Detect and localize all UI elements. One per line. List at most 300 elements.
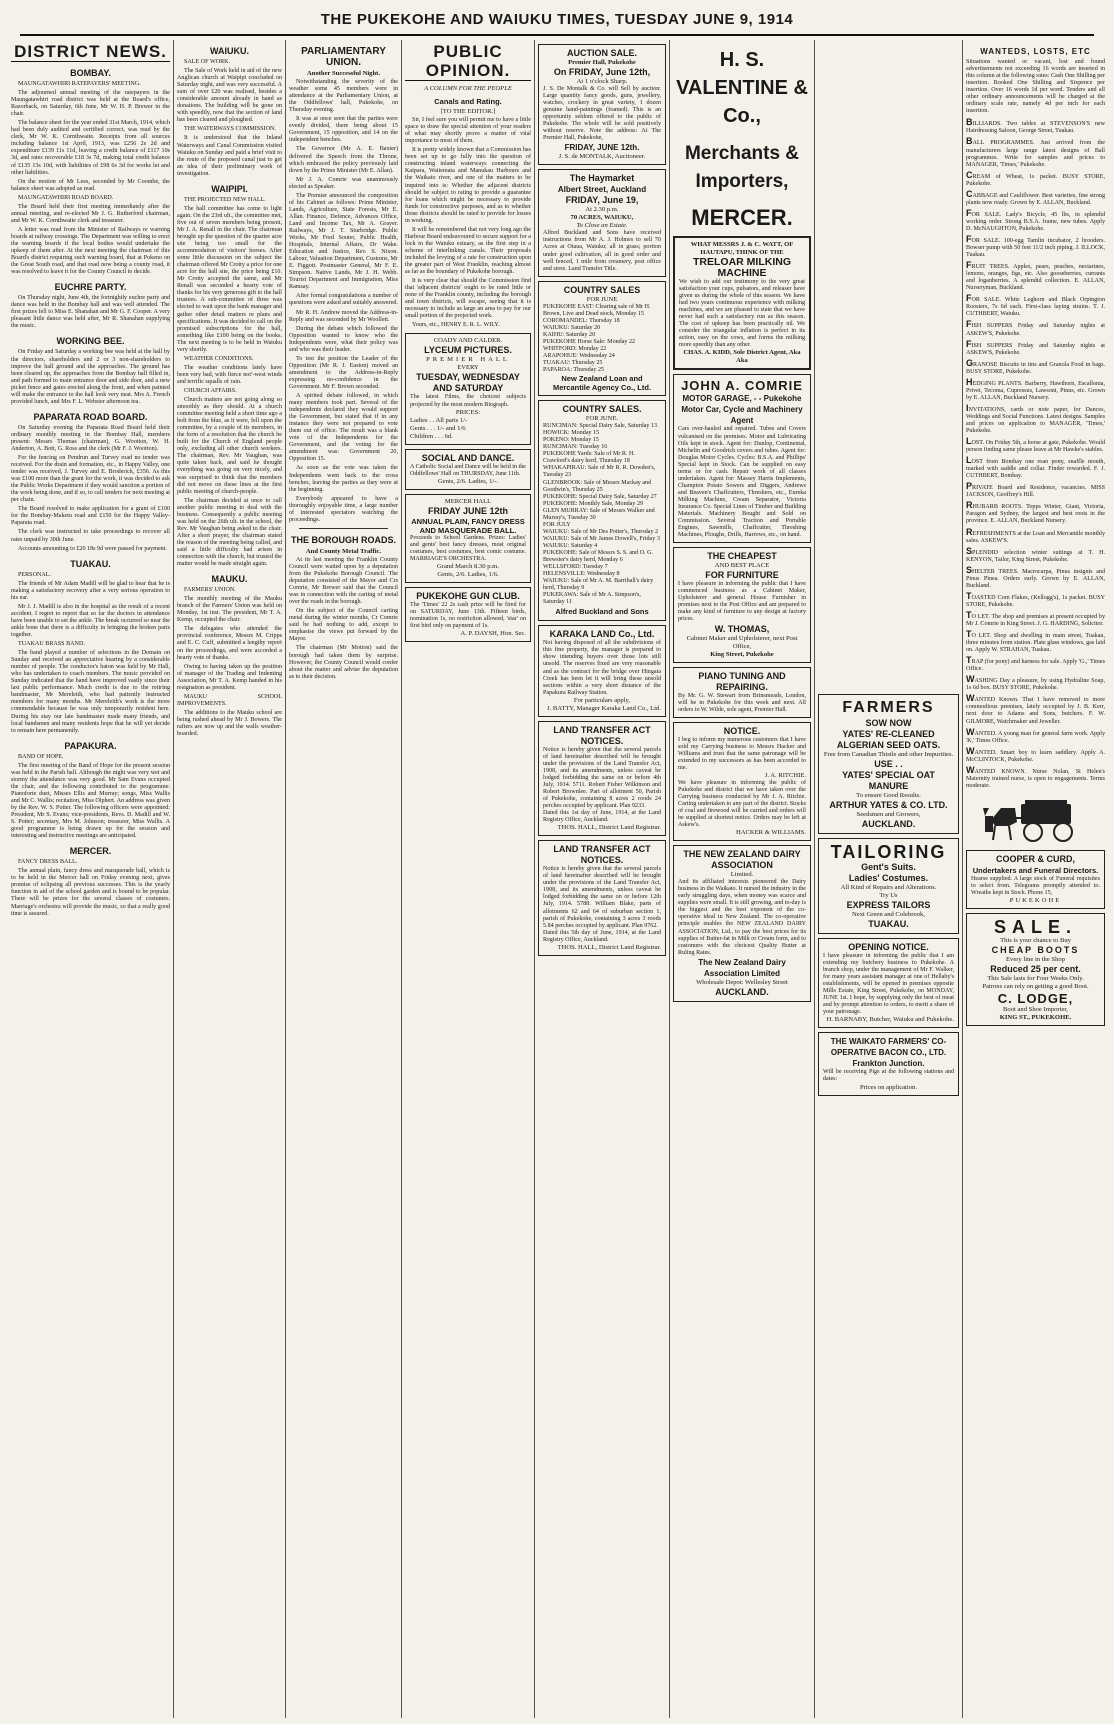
public-opinion-subtitle: A COLUMN FOR THE PEOPLE <box>424 85 512 92</box>
sale-list-item: PUKEKOHE EAST: Clearing sale of Mr H. Brown, Live and Dead stock, Monday 15 <box>543 303 651 317</box>
sale-list-item: WELLSFORD: Tuesday 7 <box>543 564 608 571</box>
yates-recleaned: YATES' RE-CLEANED <box>842 729 935 739</box>
haymarket-note: To Close an Estate. <box>576 222 628 230</box>
sale-list-item: GLEN MURRAY: Sale of Messrs Walker and Murray's, Tuesday 30 <box>543 507 655 521</box>
comrie-name: JOHN A. COMRIE <box>681 378 803 394</box>
sale-l1: This is your chance to Buy <box>1000 937 1071 945</box>
classified-initial: I <box>966 402 969 413</box>
classified-text: OST. On Friday 5th, a horse at gate, Pukekohe. Would person finding same please leave at Mr Hawke's stables. <box>966 440 1105 454</box>
sale-town: KING ST., PUKEKOHE. <box>999 1014 1072 1022</box>
country-sales2-sub: FOR JUNE. <box>585 415 619 423</box>
cooper-town: PUKEKOHE <box>1009 897 1062 905</box>
classifieds-list <box>966 119 1105 790</box>
classified-initial: R <box>966 500 973 511</box>
yates-result: To ensure Good Results. <box>856 792 921 799</box>
yates-sow: SOW NOW <box>865 718 912 728</box>
treloar-sign: CHAS. A. KIDD, Sole District Agent, Aka Aka <box>683 349 801 365</box>
ad-haymarket <box>538 169 666 276</box>
section-heading: EUCHRE PARTY. <box>54 282 127 293</box>
tailoring-l6: Next Green and Colebrook, <box>852 911 925 918</box>
treloar-title: TRELOAR MILKING MACHINE <box>693 256 791 279</box>
classified-text: ANTED. Smart boy to learn saddlery. Apply A. McCLINTOCK, Pukekohe. <box>966 749 1105 763</box>
article-paragraph: On the subject of the Council carting metal during the winter months, Cr Comrie said he had nothing to add, except to emphasise the views put forward by the Mayor. <box>289 608 398 643</box>
sale-list-item: TUAKAU: Thursday 25 <box>543 360 603 367</box>
classified-text: EFRESHMENTS at the Loan and Mercantile monthly sales. ASKEW'S. <box>966 530 1105 544</box>
bacon-title: THE WAIKATO FARMERS' CO-OPERATIVE BACON CO., LTD. <box>830 1037 947 1058</box>
wanteds-title: WANTEDS, LOSTS, ETC <box>980 47 1091 56</box>
opening-title: OPENING NOTICE. <box>848 942 929 952</box>
column-merchants <box>669 40 814 1718</box>
article-paragraph: Accounts amounting to £20 18s 9d were passed for payment. <box>18 545 167 552</box>
article-paragraph: The Premier announced the composition of his Cabinet as follows: Prime Minister, Lands, Agriculture, State Forests, Mr E. Allan. Finance, Defence, Advances Office, Land and Income Tax, Mr A. Grayer. Railways, Mr J. T. Sturbridge. Public Works, Mr Fred Souter, Public Health, Hospitals, Internal Affairs, Dr Wake. Education and Justice, Rev. S. Nixon. Labour, Valuation Department, Customs, Mr E. Figgott. Postmaster General, Mr F. E. Simpson. Native Lands, Mr J. H. Webb. Tourist Department and Immigration, Miss Ramsay. <box>289 192 398 291</box>
column-wanteds <box>962 40 1108 1718</box>
notice-text: I beg to inform my numerous customers that I have sold my Carrying business to Messrs Hacker and Williams and trust that the same patronage will be extended to my successors as has been accorded to me. <box>678 736 806 771</box>
classified-text: RANOSE Biscuits in tins and Granola Food in bags. BUSY STORE, Pukekohe. <box>966 361 1105 375</box>
section-heading: MAUKU. <box>211 574 248 585</box>
ad-dairy-association <box>673 845 811 1002</box>
classified-text: REAM of Wheat, 1s packet. BUSY STORE, Pukekohe. <box>966 173 1105 187</box>
ad-mercer-ball <box>405 494 531 583</box>
ad-lyceum-price: Gents . . . 1/- and 1/6 <box>410 424 466 432</box>
classified-initial: F <box>966 233 972 244</box>
article-paragraph: The delegates who attended the provincial conference, Messrs M. Cripps and E. C. Cuff, submitted a lengthy report on the proceedings, and were accorded a hearty vote of thanks. <box>177 626 282 661</box>
haymarket-date: FRIDAY, June 19, <box>565 195 639 206</box>
ad-country-sales-buckland <box>538 400 666 621</box>
classified-initial: C <box>966 188 973 199</box>
classified-ad <box>966 526 1105 545</box>
classified-initial: W <box>966 764 975 775</box>
opening-text: I have pleasure in informing the public that I am extending my butchery business to Pukekohe. A branch shop, under the management of Mr F. Walker, for many years assistant manager at one of Hellaby's establishments, will be opened in premises opposite Mills Estate, King Street, Pukekohe, on MONDAY, JUNE 1st. I hope, by supplying only the best of meat and by prompt attention to orders, to merit a share of your patronage. <box>823 953 954 1016</box>
letter-body <box>405 117 531 329</box>
article-paragraph: Everybody appeared to have a thoroughly enjoyable time, a large number of interested spectators watching the proceedings. <box>289 495 398 523</box>
column-parliamentary-union <box>285 40 401 1718</box>
sale-list-item: HELENSVILLE: Wednesday 8 <box>543 571 620 578</box>
furniture-town: King Street, Pukekohe <box>710 650 774 658</box>
tailoring-l5: EXPRESS TAILORS <box>846 900 931 910</box>
article-paragraph: The monthly meeting of the Mauku branch of the Farmers' Union was held on Monday, 1st inst. The president, Mr T. A. Kemp, occupied the chair. <box>177 596 282 624</box>
tailoring-l1: Gent's Suits. <box>861 862 916 872</box>
section-heading: BOMBAY. <box>70 68 111 78</box>
article-paragraph: TUAKAU BRASS BAND. <box>18 641 85 648</box>
tailoring-title: TAILORING <box>830 842 947 862</box>
cooper-title: COOPER & CURD, <box>995 853 1075 864</box>
classified-text: OST from Bombay one roan pony, snaffle mouth, marked with saddle and collar. Finder rewarded. F. J. CUTHBERT, Bombay. <box>966 459 1105 480</box>
valentine-ad-continued <box>818 40 959 690</box>
karaka-title: KARAKA LAND Co., Ltd. <box>549 629 655 640</box>
classified-ad <box>966 564 1105 590</box>
ad-mercer-event: ANNUAL PLAIN, FANCY DRESS AND MASQUERADE BALL. <box>411 516 525 535</box>
yates-city: AUCKLAND. <box>861 819 916 829</box>
column-auctions <box>534 40 669 1718</box>
sale-name: C. LODGE, <box>997 991 1074 1007</box>
sale-list-item: FOR JULY <box>543 521 571 528</box>
classified-text: ISH SUPPERS Friday and Saturday nights at ASKEW'S, Pukekohe. <box>966 342 1105 356</box>
classified-initial: S <box>966 564 973 575</box>
letter-paragraph: It is very clear that should the Commission find that 'adjacent districts' ought to be rated little or none of the Franklin county, including the borough and town districts, will escape, seeing that it is necessary to include as large an area to pay for our small portion of the projected work. <box>405 278 531 320</box>
notice-title: NOTICE. <box>723 725 761 736</box>
sale-list-item: COROMANDEL: Thursday 18 <box>543 317 620 324</box>
ad-karaka-land <box>538 625 666 716</box>
furniture-title: THE CHEAPEST <box>707 551 777 562</box>
article-paragraph: The first meeting of the Band of Hope for the present session was held in the Parish hall. Although the night was very wet and stormy the attendance was very good. Mr Sam Evans occupied the chair, and the following contributed to the programme: Pianoforte duet, Misses Ellis and Murray; songs, Miss Wallis and Mr C. Wallis; recitation, Miss Olphert. An address was given by the Rev. W. S. Potter. The following officers were appointed: President, Mr S. Evans; vice-presidents, Revs. D. Madill and W. S. Potter; secretary, Mrs M. Johnson; treasurer, Miss Wallis. A good programme is being drawn up for the session and interesting and instructive meetings are anticipated. <box>11 762 170 840</box>
district-news-title: DISTRICT NEWS. <box>11 42 170 62</box>
borough-roads-title: THE BOROUGH ROADS. <box>290 534 396 545</box>
district-news-body <box>11 68 170 918</box>
article-paragraph: The Board held their first meeting immediately after the annual meeting, and re-elected Mr J. G. Rutherford chairman, and Mr W. K. Cornthwaite clerk and treasurer. <box>11 203 170 224</box>
classified-ad <box>966 169 1105 188</box>
ad-lyceum-prices-label: PRICES: <box>455 408 481 416</box>
article-paragraph: THE PROJECTED NEW HALL. <box>184 196 266 203</box>
classified-text: ASHING Day a pleasure, by using Hydraline Soap, 1s 6d box. BUSY STORE, Pukekohe. <box>966 678 1105 692</box>
sale-list-item: PUKEKOHE Yards: Sale of Mr R. H. Crawford's dairy herd, Thursday 18 <box>543 451 635 465</box>
article-paragraph: Notwithstanding the severity of the weather some 45 members were in attendance at the Parliamentary Union, at the Oddfellows' hall, Pukekohe, on Thursday evening. <box>289 79 398 114</box>
parliamentary-union-title: PARLIAMENTARY UNION. <box>301 46 386 68</box>
article-paragraph: WEATHER CONDITIONS. <box>184 355 254 362</box>
sale-l4: Reduced 25 per cent. <box>990 964 1081 975</box>
country-sales-sign: New Zealand Loan and Mercantile Agency Co., Ltd. <box>552 374 652 393</box>
valentine-line3: MERCER. <box>691 205 793 230</box>
column-district-news <box>8 40 173 1718</box>
article-paragraph: On Saturday evening the Paparata Road Board held their ordinary monthly meeting in the Bombay Hall, members present: Messrs Thomas (chairman), G. Wootton, W. H. Anderton, A. Bott, G. Ross and the clerk (Mr F. J. Wootton). <box>11 424 170 452</box>
classified-initial: T <box>966 609 972 620</box>
notice-sign: J. A. RITCHIE. <box>764 771 806 779</box>
ad-mercer-text: Proceeds to School Gardens. Prizes: Ladies' and gents' best fancy dresses, most original costumes, best costumes, best comic costume. MARRIAGE'S ORCHESTRA. <box>410 534 526 562</box>
ad-opening-notice <box>818 938 959 1028</box>
column-public-opinion <box>401 40 534 1718</box>
auction-time: At 1 o'clock Sharp. <box>576 78 628 85</box>
sale-list-item: WAIUKU: Sale of Mr A. M. Barriball's dairy herd, Thursday 9 <box>543 578 654 592</box>
section-heading: WORKING BEE. <box>56 336 125 347</box>
ad-social-text: A Catholic Social and Dance will be held in the Oddfellows' Hall on THURSDAY, June 11th. <box>410 463 526 477</box>
classified-initial: F <box>966 319 972 330</box>
column-yates-tailoring <box>814 40 962 1718</box>
ad-country-sales-loan <box>538 281 666 396</box>
auction-place: Premier Hall, Pukekohe <box>568 59 636 66</box>
dairy-city: AUCKLAND. <box>715 986 769 997</box>
article-paragraph: Church matters are not going along so smoothly as they should. At a church committee meeting held a short time ago a bolt from the blue, as it were, fell upon the committee, by a couple of its members, in the form of a resolution that the church be built for the Church of England people only, excluding all other church workers. The chairman, Rev. Mr Vaughan, was quite taken back, and said he thought everything was going on very nicely, and was surprised to think that the members did not move on these lines at the first public meeting of church-people. <box>177 397 282 495</box>
lta1-text: Notice is hereby given that the several parcels of land hereinafter described will be brought under the provisions of the Land Transfer Act, 1908, and its amendments, unless caveat be lodged forbidding the same on or before 4th July, 1914. 5711. Robert Fisher Wilkinson and Robert Brownlee. Part of allotment 50, Parish of Pukekohe, containing 8 acres 2 roods 24 perches occupied by applicant. Plan 9233. <box>543 746 661 810</box>
classified-text: NVITATIONS, cards or note paper, for Dances, Weddings and Social Functions. Latest designs. Samples and prices on application to MANAGER, 'Times,' Pukekohe. <box>966 406 1105 435</box>
hearse-illustration <box>981 796 1091 844</box>
letter-to-editor: [TO THE EDITOR.] <box>440 108 496 116</box>
classified-ad <box>966 745 1105 764</box>
classified-ad <box>966 188 1105 207</box>
classified-initial: W <box>966 693 975 704</box>
ad-social-prices: Gents, 2/6. Ladies, 1/-. <box>437 477 499 485</box>
sale-list-item: WHAKAPIRAU: Sale of Mr R. R. Dowden's, Tuesday 23 <box>543 465 656 479</box>
furniture-text: I have pleasure in informing the public that I have commenced business as a Cabinet Maker, Upholsterer and general House Furnisher in premises next to the Post Office and am prepared to make any kind of furniture to any design at factory prices. <box>678 581 806 623</box>
letter-paragraph: Yours, etc., HENRY E. R. L. WILY. <box>412 322 500 329</box>
auction-date2: FRIDAY, JUNE 12th. <box>564 143 640 153</box>
public-opinion-title: PUBLIC OPINION. <box>405 42 531 81</box>
classified-text: EDGING PLANTS. Barberry, Hawthorn, Escallonia, Privet, Tecoma, Cupressus, Lawsoni, Pinus, etc. Grown by E. ALLAN, Buckland Nursery. <box>966 380 1105 401</box>
classified-ad <box>966 631 1105 654</box>
article-paragraph: The chairman decided at once to call another public meeting to deal with the business. Consequently a public meeting was held on the 26th ult. in the school, the Rev. Mr Vaughan being asked to the chair. After a short prayer, the chairman stated the reason of the meeting being called, and said a little difficulty had arisen in connection with the church, but trusted the matter would be made straight again. <box>177 497 282 568</box>
ad-valentine <box>673 46 811 232</box>
classified-text: RAP (for pony) and harness for sale. Apply 'G.,' Times Office. <box>966 659 1105 673</box>
sale-list-item: POKENO: Monday 15 <box>543 437 599 444</box>
classified-initial: L <box>966 455 972 466</box>
letter-paragraph: Sir, I feel sure you will permit me to have a little space to draw the special attention of your readers of what may shortly prove a matter of vital importance to most of them. <box>405 117 531 145</box>
classified-ad <box>966 119 1105 135</box>
article-paragraph: The Governor (Mr A. E. Baxter) delivered the Speech from the Throne, which embraced the policy previously laid down by the Prime Minister (Mr E. Allan). <box>289 146 398 174</box>
classified-text: HELTER TREES. Macrocarpa, Pinus insignis and Pinus Pinea. Orders early. Grown by E. ALLAN, Buckland. <box>966 568 1105 589</box>
sale-list-item: ARAPOHUE: Wednesday 24 <box>543 352 615 359</box>
ad-gun-club <box>405 587 531 642</box>
valentine-line2: Merchants & Importers, <box>684 143 800 192</box>
classified-ad <box>966 590 1105 609</box>
ad-mercer-prices: Gents, 2/6. Ladies, 1/6. <box>437 570 499 578</box>
parliamentary-union-subtitle: Another Successful Night. <box>307 70 380 77</box>
auction-date: On FRIDAY, June 12th, <box>553 67 651 77</box>
auction-sign: J. S. de MONTALK, Auctioneer. <box>558 153 646 161</box>
country-sales-title: COUNTRY SALES <box>563 284 641 295</box>
classified-initial: P <box>966 481 973 492</box>
classified-text: ILLIARDS. Two tables at STEVENSON'S new Hairdressing Saloon, George Street, Tuakau. <box>966 121 1105 135</box>
classified-ad <box>966 657 1105 673</box>
classified-text: PLENDID selection winter suitings at T. H. KENYON, Tailor, King Street, Pukekohe. <box>966 549 1105 563</box>
sale-list-item: PUKEKOHE: Monthly Sale, Monday 29 <box>543 500 644 507</box>
article-paragraph: THE WATERWAYS COMMISSION. <box>184 126 276 133</box>
article-paragraph: A letter was read from the Minister of Railways re warning boards at railway crossings. The Department was willing to erect the warning boards if the local bodies would undertake the upkeep of them after. At the next meeting the chairman of this Board's district requiring such warning board, that at Pokeno on the Great South road, and that road now being a county road, it was resolved to leave it for the County Council to decide. <box>11 226 170 276</box>
classified-text: ALL PROGRAMMES. Just arrived from the manufacturers large range latest designs of Ball programmes. Write for samples and prices to MANAGER, 'Times,' Pukekohe. <box>966 140 1105 168</box>
classified-ad <box>966 402 1105 435</box>
classified-ad <box>966 483 1105 499</box>
ad-social-dance <box>405 449 531 490</box>
piano-text: By Mr. G. W. Stewart from Brinsmeads, London, will be in Pukekohe for this week and next. All orders to W. Wilde, sole agent, Premier Hall. <box>678 692 806 713</box>
borough-roads-subtitle: And County Metal Traffic. <box>305 547 382 555</box>
dairy-text: And its affiliated interests pioneered the Dairy business in the Waikato. It nursed the industry in the early struggling days, when money was scarce and supplies were small. It is still growing, and to-day is the biggest and the best exponent of the co-operative ideal in New Zealand. The co-operative principle enables the NEW ZEALAND DAIRY ASSOCIATION, Ltd., to pay the best prices for its supplies of Butter-fat in Milk or Cream form, and to customers with the choicest Quality Butter at Ruling Rates. <box>678 879 806 956</box>
column-waiuku-news <box>173 40 285 1718</box>
haymarket-place: Albert Street, Auckland <box>557 185 647 195</box>
classified-text: OR SALE. 100-egg Tamlin incubator, 2 brooders. Bowser pump with 50 feet 11/2 inch piping. J. ILLOCK, Tuakau. <box>966 237 1105 259</box>
ad-gun-club-text: The 'Times' 22 2s cash prize will be fired for on SATURDAY, June 13th. Fifteen birds, nomination 1s, no restriction allowed, 'star' on first bird only on payment of 1s. <box>410 601 526 629</box>
country-sales2-title: COUNTRY SALES. <box>562 404 642 415</box>
article-paragraph: On Thursday night, June 4th, the fortnightly euchre party and dance was held in the Bombay hall and was well attended. The first prizes fell to Miss E. Shanahan and Mr G. F. Cooper. A very pleasant little dance was held after, Mr R. Shanahan supplying the music. <box>11 295 170 330</box>
sale-l2: CHEAP BOOTS <box>991 945 1080 956</box>
article-paragraph: FANCY DRESS BALL. <box>18 859 78 866</box>
cooper-text: Hearse supplied. A large stock of Funeral requisites to select from. Telegrams promptly attended to. Wreaths kept in Stock. Phone 15, <box>971 875 1100 896</box>
classified-initial: T <box>966 590 972 601</box>
article-paragraph: The additions to the Mauku school are being rushed ahead by Mr J. Bowers. The rafters are now up and the walls weather-boarded. <box>177 709 282 738</box>
ad-lyceum-every: EVERY <box>457 364 479 372</box>
article-paragraph: SALE OF WORK. <box>184 59 231 65</box>
letter-paragraph: It is pretty widely known that a Commission has been set up to go fully into the question of constructing inland waterways connecting the Kaipara, Waitemata and Manukau Harbours and the Waikato river, and one of the matters to be inquired into is: Whether the adjacent districts should be subject to rating to provide a guarantee for loans which might be necessary to provide funds for constructive purposes, and as to whether those districts should be rated to provide for losses in working. <box>405 147 531 224</box>
auction-title: AUCTION SALE. <box>566 48 637 58</box>
lta2-title: LAND TRANSFER ACT NOTICES. <box>553 844 651 866</box>
classified-ad <box>966 295 1105 318</box>
article-paragraph: A spirited debate followed, in which many members took part. Several of the independents declared they would support the Government, but stated that if in any instance they were not prepared to vote them out of office. The result was a blank vote of the Independents for the Government, and the voting for the amendment was: Government 20, Opposition 15. <box>289 393 398 463</box>
yates-manure: YATES' SPECIAL OAT MANURE <box>842 770 935 791</box>
article-paragraph: As soon as the vote was taken the Independents went back to the cross benches, leaving the parties as they were at the beginning. <box>289 465 398 493</box>
sale-list-item: PUKEKAWA: Sale of Mr A. Simpson's, Saturday 11 <box>543 592 641 606</box>
article-paragraph: To test the position the Leader of the Opposition (Mr R. J. Easton) moved an amendment to the Address-in-Reply expressing no-confidence in the Government. Mr F. Brown seconded. <box>289 355 398 390</box>
dairy-sign: The New Zealand Dairy Association Limited <box>698 957 786 978</box>
ad-social-title: SOCIAL AND DANCE. <box>421 452 515 463</box>
ad-gun-club-sign: A. P. DAYSH, Hon. Sec. <box>460 630 526 638</box>
tailoring-l7: TUAKAU. <box>868 919 909 929</box>
ad-auction-sale <box>538 44 666 165</box>
valentine-name: H. S. VALENTINE & Co., <box>676 49 808 127</box>
ad-lyceum-owners: COADY AND CALDER. <box>433 337 503 345</box>
sale-list-item: WAIUKU: Saturday 20 <box>543 324 601 331</box>
ad-mercer-hall: MERCER HALL <box>444 497 492 505</box>
article-paragraph: It is understood that the Inland Waterways and Canal Commission visited Waiuku on Sunday and paid a brief visit to the route of the proposed canal just to get an idea of their preliminary work of investigation. <box>177 135 282 177</box>
classified-ad <box>966 545 1105 564</box>
article-paragraph: The band played a number of selections in the Domain on Sunday and received an appreciative hearing by a considerable number of people. The conductor's baton was held by Mr Hall, who has undertaken to coach members. The music provided on Sunday indicated that the band have improved vastly since their last public performance. Much credit is due to the retiring bandmaster, Mr Mereleith, who had patiently instructed members for many months. Mr Mereleith's work is the more commendable because he was only temporarily resident here. During his stay our late bandmaster made many friends, and local bandsmen and many residents hope that he will yet decide to remain here permanently. <box>11 650 170 734</box>
furniture-name: W. THOMAS, <box>714 623 770 634</box>
article-paragraph: The adjourned annual meeting of the ratepayers in the Maungatawhiri road district was held at the Board's office, Razorback, on Saturday, 6th June, Mr W. H. P. Brewer in the chair. <box>11 90 170 118</box>
yates-farmers: FARMERS <box>842 699 935 716</box>
ad-gun-club-title: PUKEKOHE GUN CLUB. <box>416 590 520 601</box>
yates-use: USE . . <box>874 759 903 769</box>
piano-title: PIANO TUNING AND REPAIRING. <box>698 670 786 692</box>
sale-title: SALE. <box>993 917 1077 938</box>
sale-list-item: PUKEKOHE: Sale of Messrs S. S. and O. G. Brewster's dairy herd, Monday 6 <box>543 549 654 564</box>
classified-text: O LET. Shop and dwelling in main street, Tuakau, three minutes from station. Plate glass windows, gas laid on. Apply W. STRAHAN, Tuakau. <box>966 633 1105 654</box>
classified-initial: F <box>966 338 972 349</box>
section-heading: WAIUKU. <box>210 46 249 56</box>
article-paragraph: Owing to having taken up the position of manager of the Trading and Indenting Association, Mr T. A. Kemp handed in his resignation as president. <box>177 663 282 691</box>
article-paragraph: PERSONAL. <box>18 571 52 578</box>
classified-text: ABBAGE and Cauliflower. Best varieties, fine strong plants now ready. Grown by E. ALLAN, Buckland. <box>966 192 1105 206</box>
bacon-sub: Frankton Junction. <box>852 1059 925 1069</box>
waiuku-news-body <box>177 46 282 738</box>
article-paragraph: After formal congratulations a number of questions were asked and suitably answered. <box>289 293 398 307</box>
lta2-text: Notice is hereby given that the several parcels of land hereinafter described will be brought under the provisions of the Land Transfer Act, 1908, and its amendments, unless caveat be lodged forbidding the same on or before 12th July, 1914. 5788. William Blake, parts of allotments 62 and 64 of suburban section 1, parish of Pukekohe, containing 3 acres 3 roods 5.84 perches occupied by applicant. Plan 9762. <box>543 866 661 929</box>
dairy-foot: Wholesale Depot: Wellesley Street <box>696 978 788 986</box>
sale-list-item: KAIHU: Saturday 20 <box>543 331 596 338</box>
ad-mercer-date: FRIDAY JUNE 12th <box>427 505 509 516</box>
lta2-sign: THOS. HALL, District Land Registrar. <box>557 943 661 951</box>
country-sales-sub: FOR JUNE <box>586 295 618 303</box>
furniture-sub: AND BEST PLACE <box>714 562 770 570</box>
classified-ad <box>966 138 1105 168</box>
article-paragraph: The clerk was instructed to take proceedings to recover all rates unpaid by 30th June. <box>11 529 170 543</box>
treloar-text: We wish to add our testimony to the very great satisfaction your cups, pulsators, and releaser have given us during the whole of this season. We have had two years continuous experience with milking machines, and we are pleased to state that we have never had such a satisfactory run as this season. The cost of upkeep has been practically nil. We consider the triangular inflation is perfect in its action, easy on the cows, and forms the milking more speedily than any other. <box>679 279 805 349</box>
article-paragraph: The Board resolved to make application for a grant of £100 for the Bombay-Maketu road and £150 for the Happy Valley-Paparata road. <box>11 506 170 527</box>
article-paragraph: On the motion of Mr Lees, seconded by Mr Coombe, the balance sheet was adopted as read. <box>11 178 170 192</box>
tailoring-l3: All Kind of Repairs and Alterations. <box>840 884 937 891</box>
classified-ad <box>966 262 1105 292</box>
dairy-title: THE NEW ZEALAND DAIRY ASSOCIATION <box>683 849 801 871</box>
section-heading: WAIPIPI. <box>211 183 248 194</box>
wanteds-intro: Situations wanted or vacant, lost and found advertisements not exceeding 16 words are inserted in this column at the following rates: Cash One Shilling per insertion. Booked One Shilling and Sixpence per insertion. Over 16 words 1d per word. Tenders and all other ordinary announcements will be charged at the ordinary scale rate, namely 4d per inch for each insertion. <box>966 59 1105 115</box>
country-sales2-list <box>543 423 661 606</box>
ad-lyceum-price: Children . . . 6d. <box>410 432 453 440</box>
lta2-date: Dated this 5th day of June, 1914, at the Land Registry Office, Auckland. <box>543 929 661 943</box>
sale-list-item: GLENBROOK: Sale of Messrs Mackay and Goodwin's, Thursday 25 <box>543 479 652 493</box>
classified-text: OR SALE. White Leghorn and Black Orpington Roosters, 7s 6d each. First-class laying strains. T. J. CUTHBERT, Waiuku. <box>966 297 1105 318</box>
ad-lyceum-price: Ladies . . All parts 1/- <box>410 416 468 424</box>
article-paragraph: It was at once seen that the parties were evenly divided, there being about 15 Government, 15 opposition, and 14 on the independent benches. <box>289 116 398 144</box>
ad-piano-tuning <box>673 667 811 718</box>
classified-ad <box>966 207 1105 233</box>
classified-initial: W <box>966 745 975 756</box>
ad-lyceum-text: The latest Films, the choicest subjects projected by the most modern Biograph. <box>410 394 526 408</box>
bacon-text: Will be receiving Pigs at the following stations and dates: <box>823 1069 954 1083</box>
article-paragraph: MAUKU SCHOOL IMPROVEMENTS. <box>177 693 282 707</box>
classified-initial: B <box>966 136 973 147</box>
yates-firm2: Seedsmen and Growers, <box>856 811 921 818</box>
lta1-sign: THOS. HALL, District Land Registrar. <box>557 824 661 832</box>
sale-l5: This Sale lasts for Four Weeks Only. <box>987 975 1084 983</box>
bacon-foot: Prices on application. <box>860 1083 917 1091</box>
comrie-line: MOTOR GARAGE, - - Pukekohe <box>682 394 802 404</box>
classified-text: ISH SUPPERS Friday and Saturday nights at ASKEW'S, Pukekohe. <box>966 323 1105 337</box>
classified-text: RUIT TREES. Apples, pears, peaches, nectarines, lemons, oranges, figs, etc. Also gooseberries, currants and loganberries. A splendid collection. E. ALLAN, Nurseryman, Buckland. <box>966 264 1105 292</box>
ad-lyceum-days: TUESDAY, WEDNESDAY AND SATURDAY <box>416 372 520 394</box>
article-paragraph: The friends of Mr Adam Madill will be glad to hear that he is making a satisfactory recovery after a very serious operation to his ear. <box>11 580 170 601</box>
classified-initial: W <box>966 726 975 737</box>
ad-lyceum-where: PREMIER HALL <box>426 356 510 364</box>
letter-paragraph: It will be remembered that not very long ago the Harbour Board endeavoured to secure support for a lock in the Waiuku estuary, as the first step in a scheme of interlinking canals. Their proposals included the levying of a rate for construction upon the greater part of West Franklin, reaching almost as far as the boundary of Pukekohe borough. <box>405 226 531 276</box>
classified-ad <box>966 726 1105 745</box>
classified-initial: F <box>966 260 972 271</box>
parliamentary-union-body <box>289 79 398 524</box>
sale-list-item: PAPAROA: Thursday 25 <box>543 367 605 374</box>
classified-text: RIVATE Board and Residence, vacancies. MISS JACKSON, Geoffrey's Hill. <box>966 485 1105 499</box>
article-paragraph: CHURCH AFFAIRS. <box>184 387 237 394</box>
classified-ad <box>966 233 1105 259</box>
ad-lyceum-name: LYCEUM PICTURES. <box>424 345 512 356</box>
classified-initial: C <box>966 169 973 180</box>
article-paragraph: At its last meeting the Franklin County Council were waited upon by a deputation from the Pukekohe Borough Council. The deputation consisted of the Mayor and Crs Comrie, Mr Brewer said that the Council was in connection with the carting of metal over the roads in the borough. <box>289 556 398 606</box>
sale-list-item: WHITFORD: Monday 22 <box>543 345 607 352</box>
ad-land-transfer-2 <box>538 840 666 956</box>
classified-initial: F <box>966 207 972 218</box>
classified-ad <box>966 376 1105 402</box>
classified-ad <box>966 764 1105 790</box>
yates-algerian: ALGERIAN SEED OATS. <box>836 740 941 750</box>
comrie-line2: Motor Car, Cycle and Machinery Agent <box>681 405 803 426</box>
haymarket-title: The Haymarket <box>569 173 635 184</box>
sale-list-item: PUKEKOHE: Special Dairy Sale, Saturday 27 <box>543 493 657 500</box>
article-paragraph: The annual plain, fancy dress and masquerade ball, which is to be held in the Mercer hall on Friday evening next, gives promise of eclipsing all previous successes. This is the yearly function in aid of the school garden and is bound to be popular. There will be prizes for the several classes of costumes. Marriage's orchestra will provide the music, so that a really good time is assured. <box>11 868 170 917</box>
article-paragraph: The Sale of Work held in aid of the new Anglican church at Waipipi concluded on Saturday night, and was very successful. A sum of over £20 was realised, besides a considerable amount already in hand as donations. The building will be gone on with speedily, now that the section of land has been cleared and ploughed. <box>177 68 282 124</box>
article-paragraph: Mr J. J. Madill is also in the hospital as the result of a recent accident. I regret to report that so far the doctors in attendance have been unable to set the ankle. The break occurred so near the ankle bone that there is a difficulty in bringing the broken parts together. <box>11 603 170 638</box>
yates-note: Free from Canadian Thistle and other Impurities. <box>823 751 954 758</box>
tailoring-l2: Ladies' Costumes. <box>848 873 929 883</box>
classified-text: ANTED KNOWN. Nurse Nolan, St Helen's Maternity trained nurse, is open to engagements. Terms moderate. <box>966 768 1105 789</box>
classified-initial: T <box>966 655 972 666</box>
haymarket-lot: 70 ACRES, WAIUKU, <box>570 214 634 222</box>
sale-addr: Boot and Shoe Importer, <box>1003 1006 1068 1014</box>
section-heading: PAPAKURA. <box>64 740 117 751</box>
ad-land-transfer-1 <box>538 721 666 837</box>
lta1-date: Dated this 1st day of June, 1914, at the Land Registry Office, Auckland. <box>543 810 661 824</box>
article-paragraph: FARMERS' UNION. <box>184 587 236 594</box>
cooper-sub: Undertakers and Funeral Directors. <box>972 865 1099 875</box>
classified-text: OR SALE. Lady's Bicycle, 45 lbs, in splendid working order. Strong B.S.A. frame, new tubes. Apply D. McNAUGHTON, Pukekohe. <box>966 211 1105 232</box>
ad-yates <box>818 694 959 834</box>
article-paragraph: Mr J. A. Comrie was unanimously elected as Speaker. <box>289 176 398 190</box>
classified-ad <box>966 338 1105 357</box>
treloar-top: WHAT MESSRS J. & C. WATT, OF HAUTAPU, THINK OF THE <box>690 241 794 256</box>
karaka-sign: J. BATTY, Manager Karaka Land Co., Ltd. <box>547 704 661 712</box>
classified-text: O LET. The shop and premises at present occupied by Mr J. Comrie in King Street. J. G. HARDING, Solicitor. <box>966 613 1105 627</box>
classified-initial: L <box>966 436 972 447</box>
sale-list-item: WAIUKU: Sale of Mr Des Potter's, Thursday 2 <box>543 528 659 535</box>
sale-list-item: RUNCIMAN: Tuesday 16 <box>543 444 608 451</box>
article-paragraph: BAND OF HOPE. <box>18 753 64 760</box>
haymarket-text: Alfred Buckland and Sons have received instructions from Mr A. J. Holmes to sell 70 Acres at Otaua, Waiuku; all in grass; portion under good cultivation, all in good order and well fenced, 1 mile from creamery, post office and store. Land Transfer Title. <box>543 230 661 272</box>
ad-comrie <box>673 374 811 543</box>
article-paragraph: The chairman (Mr Motion) said the borough had taken them by surprise. However, the County Council would confer about the matter and advise the deputation as to their decision. <box>289 645 398 680</box>
classified-ad <box>966 676 1105 692</box>
classified-text: ANTED Known. That I have removed to more commodious premises, lately occupied by J. B. Kerr, next door to Adams and Sons, butchers. F. W. GILMORE, Watchmaker and Jeweller. <box>966 697 1105 725</box>
article-paragraph: The hall committee has come to light again. On the 23rd ult., the committee met, five out of seven members being present, Mr J. A. Renall in the chair. The chairman brought up the question of the quarter acre site being too small for the accommodation of visitors' horses. After some little discussion on the subject the chairman offered Mr Crotty a price for one acre for the hall site, the price being £10. Mr Crotty accepted the same, and Mr Renall was seconded a hearty vote of thanks for his very generous gift to the hall trustees. A sub-committee of three was elected to wait upon the bank manager and gather other detail matters re plans and specifications. It was decided to call on the promised subscriptions for the hall, something like £100 being on the books. The next meeting is to be held in Waiuku very shortly. <box>177 205 282 353</box>
